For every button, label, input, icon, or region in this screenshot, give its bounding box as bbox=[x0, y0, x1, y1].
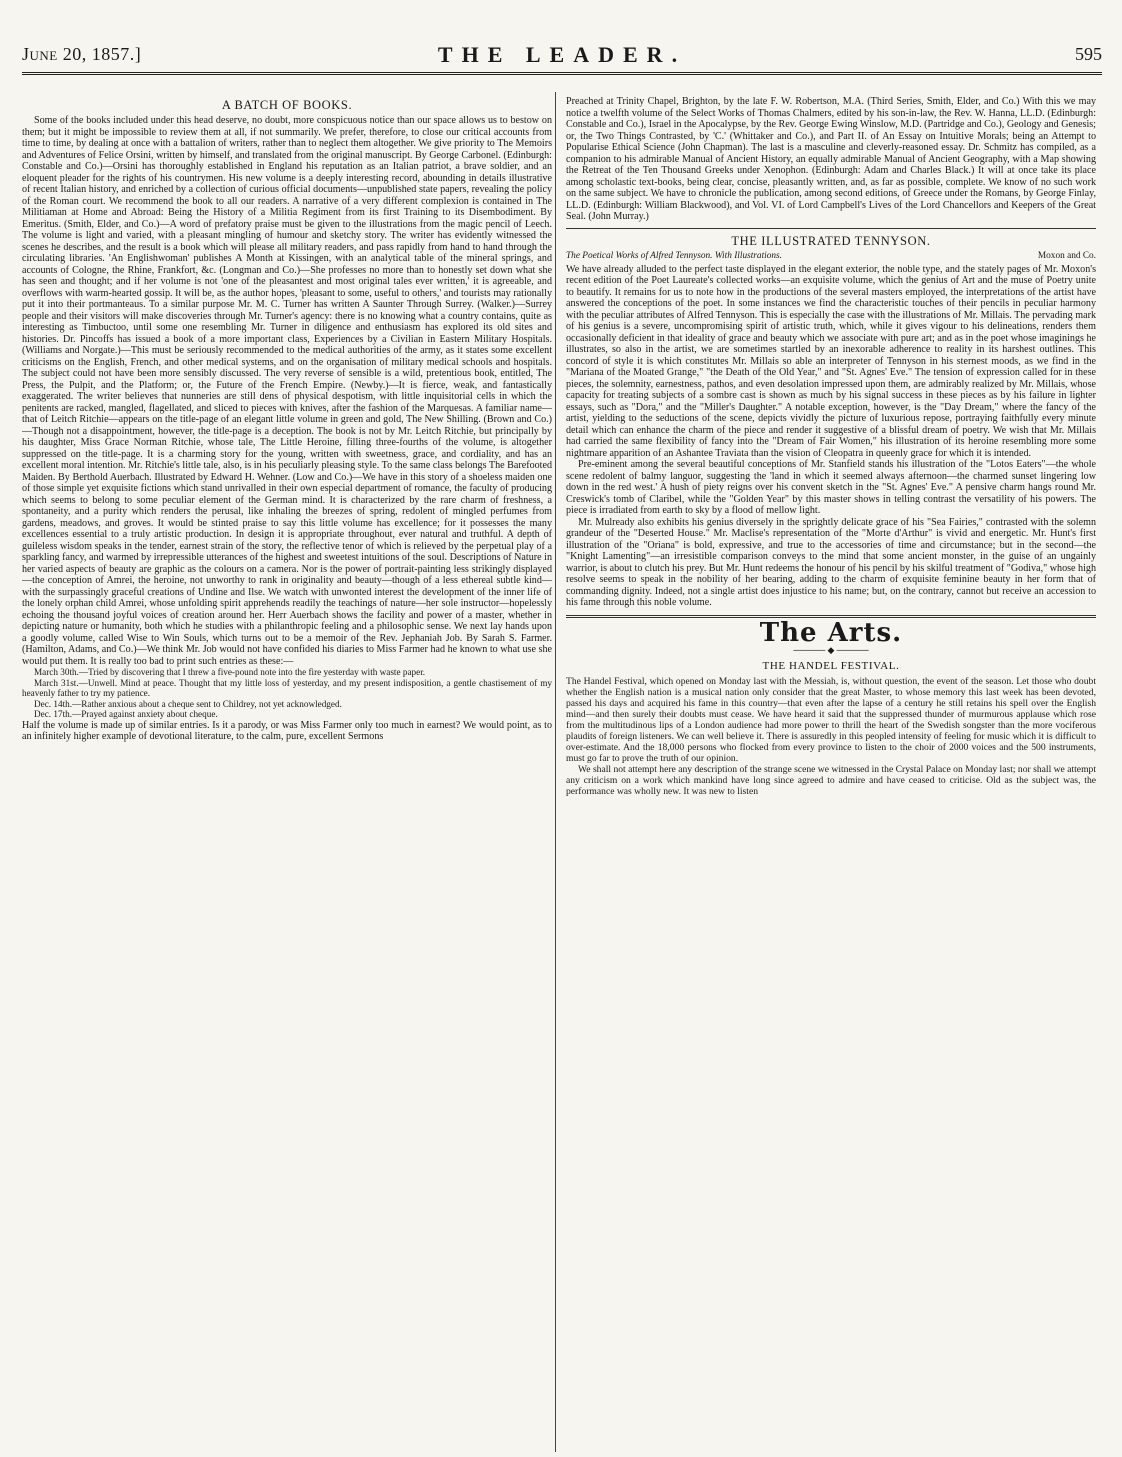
book-citation bbox=[566, 251, 1096, 262]
book-title: The Poetical Works of Alfred Tennyson. With Illustrations. bbox=[566, 250, 782, 261]
diary-entry: March 31st.—Unwell. Mind at peace. Thought that my little loss of yesterday, and my present indisposition, a gentle chastisement of my heavenly father to try my patience. bbox=[22, 677, 552, 699]
section-divider bbox=[566, 228, 1096, 229]
section-title-handel-festival: THE HANDEL FESTIVAL. bbox=[762, 660, 900, 672]
newspaper-title: THE LEADER. bbox=[437, 42, 687, 67]
article-paragraph: Half the volume is made up of similar entries. Is it a parody, or was Miss Farmer only too much in earnest? We would point, as to an infinitely higher example of devotional literature, to the calm, pure, excellent Sermons bbox=[22, 719, 552, 743]
article-paragraph: We shall not attempt here any description of the strange scene we witnessed in the Crystal Palace on Monday last; nor shall we attempt any criticism on a work which mankind have long since agreed to admire and have ceased to criticise. Old as the subject was, the performance was wholly new. It was new to listen bbox=[566, 764, 1096, 797]
section-title-illustrated-tennyson: THE ILLUSTRATED TENNYSON. bbox=[731, 233, 931, 248]
diary-entries bbox=[22, 667, 552, 720]
article-paragraph: Mr. Mulready also exhibits his genius diversely in the sprightly delicate grace of his "Sea Fairies," contrasted with the solemn grandeur of the "Deserted House." Mr. Maclise's representation of the "Morte d'Arthur" is vivid and energetic. Mr. Hunt's first illustration of the "Oriana" is bold, expressive, and true to the accessories of time and circumstance; but in the second—the "Knight Lamenting"—an irresistible comparison conveys to the mind that some ancient monster, in the guise of an ungainly warrior, is about to clutch his prey. But Mr. Hunt redeems the honour of his pencil by his skilful treatment of "Godiva," whose high resolve seems to speak in the nobility of her bearing, adding to the charm of exquisite feminine beauty in her form that of commanding dignity. Indeed, not a single artist does injustice to his name; but, on the contrary, cannot but receive an accession to his fame through this noble volume. bbox=[566, 516, 1096, 608]
diary-entry: Dec. 14th.—Rather anxious about a cheque sent to Childrey, not yet acknowledged. bbox=[34, 698, 342, 709]
masthead bbox=[22, 40, 1102, 68]
right-column bbox=[566, 96, 1096, 1456]
article-paragraph: We have already alluded to the perfect taste displayed in the elegant exterior, the noble type, and the stately pages of Mr. Moxon's recent edition of the Poet Laureate's collected works—an exquisite volume, which the genius of Art and the muse of Poetry unite to beautify. It remains for us to note how in the productions of the several masters employed, the interpretations of the artist have answered the conceptions of the poet. In some instances we find the characteristic touches of their pencils in peculiar harmony with the peculiar attributes of Alfred Tennyson. This is especially the case with the illustrations of Mr. Millais. The pervading mark of his genius is a severe, uncompromising spirit of artistic truth, which, while it gives vigour to his delineations, renders them occasionally deficient in that ideality of grace and beauty which we associate with pure art; and as in the poet whose imaginings he illustrates, so also in the artist, we are sometimes startled by an inexorable adherence to reality in its harshest outlines. This concord of style it is which constitutes Mr. Millais so able an interpreter of Tennyson in his sternest moods, as we find in the "Mariana of the Moated Grange," "the Death of the Old Year," and "St. Agnes' Eve." The tension of expression called for in these pieces, the solemnity, earnestness, pathos, and even desolation impressed upon them, are admirably realized by Mr. Millais, whose capacity for treating subjects of a sombre cast is shown as much by his signal success in these pieces as by his failure in lighter essays, such as "Dora," and the "Miller's Daughter." A notable exception, however, is the "Day Dream," where the fancy of the artist, yielding to the seductions of the scene, depicts vividly the picture of luxurious repose, portraying faithfully every minute detail which can enhance the charm of the piece and render it suggestive of a blissful dream of poetry. We wish that Mr. Millais had carried the same flexibility of fancy into the "Dream of Fair Women," his illustration of its heroine resembling more some nightmare apparition of an Ashantee Traviata than the vision of Cleopatra in queenly grace for which it is intended. bbox=[566, 263, 1096, 459]
column-divider bbox=[555, 92, 556, 1452]
section-heading-arts: The Arts. bbox=[759, 617, 903, 648]
ornament-divider: ───── ◆ ───── bbox=[793, 645, 869, 655]
page-number: 595 bbox=[1075, 44, 1102, 64]
issue-date: June 20, 1857.] bbox=[22, 44, 142, 64]
diary-entry: March 30th.—Tried by discovering that I threw a five-pound note into the fire yesterday with waste paper. bbox=[34, 667, 426, 677]
article-paragraph: The Handel Festival, which opened on Monday last with the Messiah, is, without question, the event of the season. Let those who doubt whether the English nation is a musical nation only consider that the great Master, to whose memory this last week has been devoted, passed his days and acquired his fame in this country—that even after the lapse of a century he still retains his spell over the English mind—and then surely their doubts must cease. We have heard it said that the suppressed thunder of murmurous applause which rose from the multitudinous lips of a London audience had more power to thrill the heart of the Swedish songster than the more vociferous plaudits of foreign listeners. We can well believe it. There is assuredly in this peopled intensity of feeling for music which it is difficult to over-estimate. And the 18,000 persons who flocked from every province to listen to the choir of 2000 voices and the 500 instruments, must go far to prove the truth of our opinion. bbox=[566, 676, 1096, 764]
left-column bbox=[22, 96, 552, 1456]
book-publisher: Moxon and Co. bbox=[1037, 250, 1096, 261]
diary-entry: Dec. 17th.—Prayed against anxiety about cheque. bbox=[34, 709, 218, 720]
section-title-batch-of-books: A BATCH OF BOOKS. bbox=[221, 98, 353, 112]
article-paragraph: Pre-eminent among the several beautiful conceptions of Mr. Stanfield stands his illustration of the "Lotos Eaters"—the whole scene redolent of balmy languor, suggesting the 'land in which it seemed always afternoon—the charmed sunset lingering low down in the red west.' A hush of piety reigns over his convent sketch in the "St. Agnes' Eve." A pensive charm hangs round Mr. Creswick's tomb of Claribel, while the "Golden Year" by this master shows in telling contrast the versatility of his powers. The piece is irradiated from earth to sky by a flood of mellow light. bbox=[566, 459, 1096, 516]
article-paragraph-continued: Preached at Trinity Chapel, Brighton, by the late F. W. Robertson, M.A. (Third Series, Smith, Elder, and Co.) With this we may notice a twelfth volume of the Select Works of Thomas Chalmers, edited by his son-in-law, the Rev. W. Hanna, LL.D. (Edinburgh: Constable and Co.), Israel in the Apocalypse, by the Rev. George Ewing Winslow, M.D. (Partridge and Co.), Geology and Genesis; or, the Two Things Contrasted, by 'C.' (Whittaker and Co.), and Part II. of An Essay on Intuitive Morals; being an Attempt to Popularise Ethical Science (John Chapman). The last is a masculine and cleverly-reasoned essay. Dr. Schmitz has compiled, as a companion to his admirable Manual of Ancient History, an equally admirable Manual of Ancient Geography, with a Map showing the Retreat of the Ten Thousand Greeks under Xenophon. (Edinburgh: Adam and Charles Black.) It will at once take its place among scholastic text-books, being clear, concise, pleasantly written, and, as far as possible, complete. We know of no such work on the same subject. We have to chronicle the publication, among second editions, of Greece under the Romans, by George Finlay, LL.D. (Edinburgh: William Blackwood), and Vol. VI. of Lord Campbell's Lives of the Lord Chancellors and Keepers of the Great Seal. (John Murray.) bbox=[566, 96, 1096, 222]
article-paragraph: Some of the books included under this head deserve, no doubt, more conspicuous notice than our space allows us to bestow on them; but it might be impossible to review them at all, if not summarily. We prefer, therefore, to close our critical accounts from time to time, by dealing at once with a battalion of writers, rather than to neglect them altogether. We give priority to The Memoirs and Adventures of Felice Orsini, written by himself, and translated from the original manuscript. By George Carbonel. (Edinburgh: Constable and Co.)—Orsini has thoroughly established in England his reputation as an Italian patriot, a brave soldier, and an eloquent pleader for the rights of his countrymen. His new volume is a deeply interesting record, abounding in details illustrative of recent Italian history, and enriched by a collection of curious official documents—unpublished state papers, revealing the policy of the Roman court. We recommend the book to all our readers. A narrative of a very different complexion is contained in The Militiaman at Home and Abroad: Being the History of a Militia Regiment from its first Training to its Disembodiment. By Emeritus. (Smith, Elder, and Co.)—A word of prefatory praise must be given to the illustrations from the magic pencil of Leech. The volume is light and varied, with a pleasant mingling of humour and sketchy story. The writer has evidently witnessed the scenes he describes, and the result is a book which will please all military readers, and pass rapidly from hand to hand through the circulating libraries. 'An Englishwoman' publishes A Month at Kissingen, with an analytical table of the mineral springs, and accounts of Cologne, the Rhine, Frankfort, &c. (Longman and Co.)—She professes no more than to honestly set down what she has seen and thought; and if her volume is not 'one of the pleasantest and most original tales ever written,' it is agreeable, and overflows with warm-hearted gossip. It will be, as the author hopes, 'pleasant to some, useful to others,' and tourists may rationally put it into their portmanteaus. To a similar purpose Mr. M. C. Turner has written A Saunter Through Surrey. (Walker.)—Surrey people and their visitors will make discoveries through Mr. Turner's agency: there is no knowing what a country contains, quite as interesting as Timbuctoo, until some one resembling Mr. Turner in diligence and enthusiasm has explored its old sites and histories. Dr. Pincoffs has issued a book of a more important class, Experiences by a Civilian in Eastern Military Hospitals. (Williams and Norgate.)—This must be seriously recommended to the medical authorities of the army, as it states some excellent criticisms on the English, French, and other medical systems, and on the organisation of military medical schools and hospitals. The subject could not have been more sensibly discussed. The very reverse of sensible is a wild, pretentious book, entitled, The Press, the Pulpit, and the Platform; or, the Future of the French Empire. (Newby.)—It is fierce, weak, and fantastically exaggerated. The writer believes that nunneries are still dens of physical despotism, with little inquisitorial cells in which the penitents are racked, mangled, flagellated, and sliced to pieces with knives, after the fashion of the Marquesas. A familiar name—that of Leitch Ritchie—appears on the title-page of an elegant little volume in green and gold, The New Shilling. (Brown and Co.)—Though not a disappointment, however, the title-page is a deception. The book is not by Mr. Leitch Ritchie, but principally by his daughter, Miss Grace Norman Ritchie, whose tale, The Little Heroine, filling three-fourths of the volume, is altogether suppressed on the title-page. It is a charming story for the young, written with sweetness, grace, and cordiality, and has an excellent moral intention. Mr. Ritchie's little tale, also, is in his peculiarly pleasing style. To the same class belongs The Barefooted Maiden. By Berthold Auerbach. Illustrated by Edward H. Wehner. (Low and Co.)—We have in this story of a shoeless maiden one of those simple yet exquisite fictions which stand unrivalled in their own especial department of romance, the faculty of producing which seems to belong to some peculiar element of the German mind. It is characterized by the rare charm of freshness, a spontaneity, and a purity which renders the perusal, like inhaling the breezes of spring, redolent of mingled perfumes from gardens, meadows, and groves. It would be stinted praise to say this little volume has excellence; for it possesses the many excellences essential to a truly artistic production. In design it is appropriate throughout, ever natural and truthful. A depth of guileless wisdom speaks in the tender, earnest strain of the story, the reflective tenor of which is relieved by the perpetual play of a sparkling fancy, and warmed by irrepressible utterances of the highest and sweetest intuitions of the soul. Descriptions of Nature in her varied aspects of beauty are graphic as the colours on a camera. Nor is the power of portrait-painting less strikingly displayed—the conception of Amrei, the heroine, not unworthy to rank in originality and beauty—though of a less ethereal subtle kind—with the surpassingly graceful creations of Undine and Ilse. We watch with unwonted interest the development of the inner life of the lonely orphan child Amrei, whose unfolding spirit apprehends readily the teachings of nature—her sole instructor—hopelessly echoing the thousand joyful voices of creation around her. Herr Auerbach shows the facility and power of a master, whether in depicting nature or humanity, both which he studies with a philanthropic feeling and a philosophic sense. We next lay hands upon a goodly volume, called Wise to Win Souls, which turns out to be a memoir of the Rev. Jephaniah Job. By Sarah S. Farmer. (Hamilton, Adams, and Co.)—We think Mr. Job would not have confided his diaries to Miss Farmer had he known to what use she would put them. It is really too bad to print such entries as these:— bbox=[22, 115, 552, 667]
masthead-rule bbox=[22, 72, 1102, 75]
